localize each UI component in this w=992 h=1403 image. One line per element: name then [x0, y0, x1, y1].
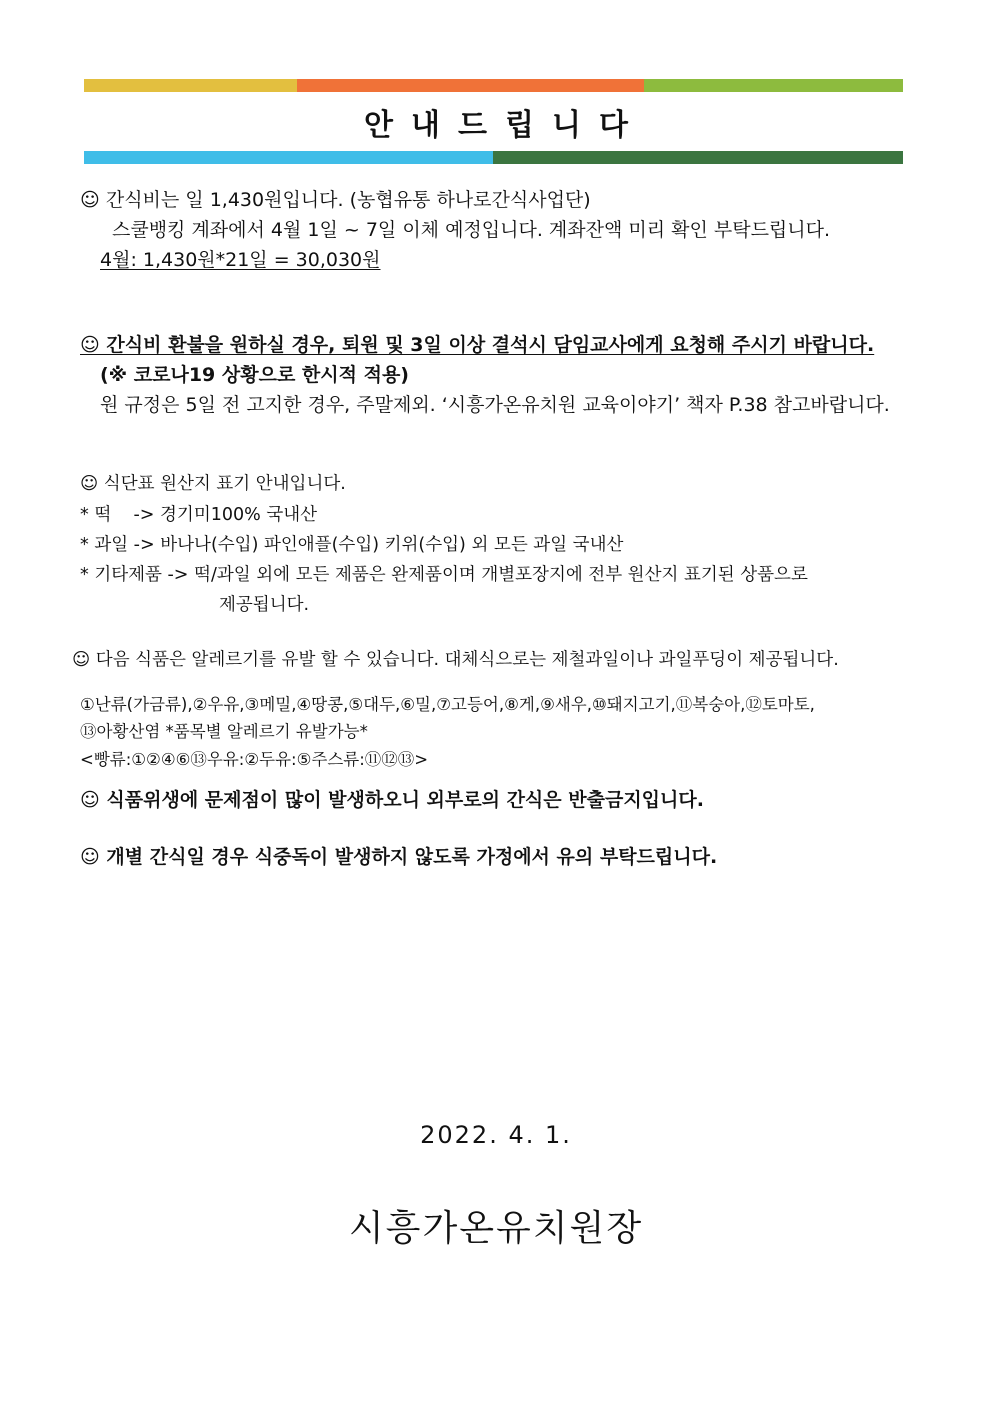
allergy-list-2: ⑬아황산염 *품목별 알레르기 유발가능*	[80, 722, 368, 741]
origin-item-3: * 기타제품 -> 떡/과일 외에 모든 제품은 완제품이며 개별포장지에 전부 원산지 표기된 상품으로	[80, 565, 808, 585]
top-bar-orange	[297, 79, 644, 92]
origin-heading: ☺ 식단표 원산지 표기 안내입니다.	[80, 474, 346, 494]
fee-line-2: 스쿨뱅킹 계좌에서 4월 1일 ~ 7일 이체 예정입니다. 계좌잔액 미리 확인 부탁드립니다.	[112, 219, 831, 241]
allergy-list-1: ①난류(가금류),②우유,③메밀,④땅콩,⑤대두,⑥밀,⑦고등어,⑧게,⑨새우,⑩돼지고기,⑪복숭아,⑫토마토,	[80, 695, 815, 714]
individual-snack-notice: ☺ 개별 간식일 경우 식중독이 발생하지 않도록 가정에서 유의 부탁드립니다.	[80, 846, 718, 868]
page-title: 안내드립니다	[364, 108, 646, 143]
top-bar-yellow	[84, 79, 297, 92]
bottom-bar-dark-green	[493, 151, 903, 164]
refund-line-2: (※ 코로나19 상황으로 한시적 적용)	[100, 364, 409, 386]
origin-item-3-cont: 제공됩니다.	[219, 595, 310, 615]
hygiene-notice: ☺ 식품위생에 문제점이 많이 발생하오니 외부로의 간식은 반출금지입니다.	[80, 789, 704, 811]
fee-line-3: 4월: 1,430원*21일 = 30,030원	[100, 249, 381, 271]
fee-line-1: ☺ 간식비는 일 1,430원입니다. (농협유통 하나로간식사업단)	[80, 189, 591, 211]
origin-item-2: * 과일 -> 바나나(수입) 파인애플(수입) 키위(수입) 외 모든 과일 국내산	[80, 535, 624, 555]
allergy-heading: ☺ 다음 식품은 알레르기를 유발 할 수 있습니다. 대체식으로는 제철과일이나 과일푸딩이 제공됩니다.	[72, 650, 839, 670]
refund-line-1: ☺ 간식비 환불을 원하실 경우, 퇴원 및 3일 이상 결석시 담임교사에게 요청해 주시기 바랍니다.	[80, 334, 875, 356]
signature: 시흥가온유치원장	[348, 1208, 644, 1249]
document-date: 2022. 4. 1.	[420, 1121, 572, 1149]
refund-line-3: 원 규정은 5일 전 고지한 경우, 주말제외. ‘시흥가온유치원 교육이야기’ 책자 P.38 참고바랍니다.	[100, 394, 890, 416]
top-bar-green	[644, 79, 903, 92]
bottom-bar-blue	[84, 151, 493, 164]
allergy-list-3: <빵류:①②④⑥⑬우유:②두유:⑤주스류:⑪⑫⑬>	[80, 750, 429, 769]
origin-item-1: * 떡 -> 경기미100% 국내산	[80, 505, 318, 525]
